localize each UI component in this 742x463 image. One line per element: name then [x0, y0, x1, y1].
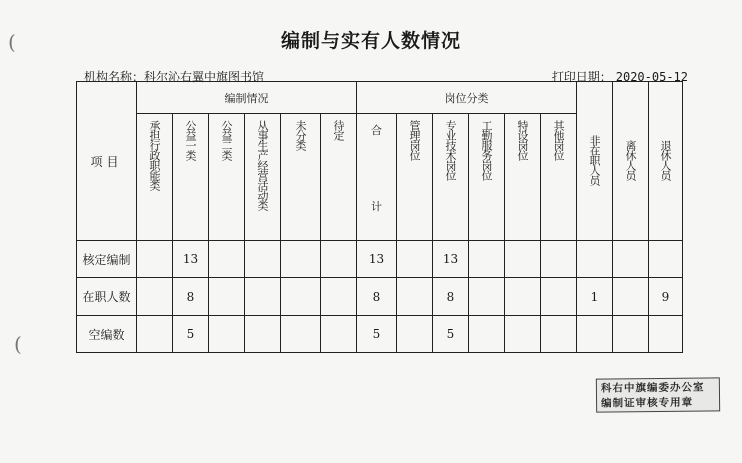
- header-positions-group: 岗位分类: [357, 82, 577, 114]
- table-cell: [245, 241, 281, 278]
- table-cell: [245, 278, 281, 316]
- row-label: 在职人数: [77, 278, 137, 316]
- table-cell: [137, 241, 173, 278]
- table-cell: [613, 241, 649, 278]
- table-cell: 13: [173, 241, 209, 278]
- table-cell: [321, 316, 357, 353]
- table-cell: [397, 241, 433, 278]
- table-cell: 13: [433, 241, 469, 278]
- table-cell: [541, 241, 577, 278]
- table-cell: [505, 241, 541, 278]
- table-cell: [321, 278, 357, 316]
- table-cell: 5: [433, 316, 469, 353]
- stamp-line-2: 编制证审核专用章: [601, 396, 694, 410]
- header-label: 从事生产经营活动类: [256, 120, 269, 210]
- header-label: 退休人员: [659, 139, 672, 180]
- table-cell: 5: [357, 316, 397, 353]
- header-label: 特设岗位: [516, 120, 529, 160]
- table-cell: [541, 278, 577, 316]
- table-cell: 8: [433, 278, 469, 316]
- header-management: [397, 114, 433, 241]
- table-row: [77, 241, 683, 278]
- header-unclassified: [281, 114, 321, 241]
- header-public-2: [209, 114, 245, 241]
- header-special: [505, 114, 541, 241]
- row-label: 核定编制: [77, 241, 137, 278]
- staffing-table: [76, 81, 683, 353]
- print-date-label: 打印日期：: [551, 70, 612, 84]
- header-admin-function: [137, 114, 173, 241]
- table-cell: [321, 241, 357, 278]
- header-label: 未分类: [294, 120, 307, 150]
- org-label: 机构名称：: [84, 70, 145, 84]
- table-cell: [469, 241, 505, 278]
- table-cell: [209, 241, 245, 278]
- header-staffing-group: 编制情况: [137, 82, 357, 114]
- table-row: [77, 278, 683, 316]
- header-business: [245, 114, 281, 241]
- table-cell: 1: [577, 278, 613, 316]
- header-other: [541, 114, 577, 241]
- table-cell: [281, 316, 321, 353]
- official-stamp: [596, 377, 720, 412]
- table-cell: [397, 278, 433, 316]
- table-cell: [541, 316, 577, 353]
- header-label: 承担行政职能类: [148, 120, 161, 190]
- table-cell: [505, 316, 541, 353]
- table-cell: [137, 316, 173, 353]
- header-retired-tuixiu: [649, 82, 683, 241]
- scan-mark: (: [8, 30, 16, 54]
- header-label: 工勤服务岗位: [480, 120, 493, 180]
- header-professional: [433, 114, 469, 241]
- header-retired-lixiu: [613, 82, 649, 241]
- table-cell: [613, 316, 649, 353]
- header-label: 公益二类: [220, 120, 233, 160]
- table-cell: 8: [357, 278, 397, 316]
- header-non-active: [577, 82, 613, 241]
- scan-mark: (: [14, 332, 22, 356]
- table-cell: [577, 316, 613, 353]
- header-label: 待定: [332, 120, 345, 140]
- table-cell: [613, 278, 649, 316]
- table-cell: [245, 316, 281, 353]
- header-label: 离休人员: [624, 139, 637, 180]
- org-name: 科尔沁右翼中旗图书馆: [144, 70, 265, 84]
- table-cell: [209, 316, 245, 353]
- header-total: 合 计: [357, 114, 397, 241]
- header-label: 管理岗位: [408, 120, 421, 160]
- row-label: 空编数: [77, 316, 137, 353]
- table-cell: [649, 241, 683, 278]
- page-title: 编制与实有人数情况: [280, 30, 461, 52]
- header-label: 其他岗位: [552, 120, 565, 160]
- table-cell: [209, 278, 245, 316]
- header-service: [469, 114, 505, 241]
- table-cell: [137, 278, 173, 316]
- table-cell: [281, 241, 321, 278]
- print-date-value: 2020-05-12: [615, 70, 688, 84]
- table-cell: [469, 316, 505, 353]
- header-pending: [321, 114, 357, 241]
- stamp-line-1: 科右中旗编委办公室: [600, 381, 705, 395]
- header-item: 项目: [77, 82, 137, 241]
- header-label: 专业技术岗位: [444, 120, 457, 180]
- header-label: 非在职人员: [588, 134, 601, 185]
- table-cell: [469, 278, 505, 316]
- table-cell: [281, 278, 321, 316]
- table-cell: 9: [649, 278, 683, 316]
- table-cell: 13: [357, 241, 397, 278]
- table-row: [77, 316, 683, 353]
- table-cell: 5: [173, 316, 209, 353]
- table-cell: [649, 316, 683, 353]
- table-cell: 8: [173, 278, 209, 316]
- table-cell: [397, 316, 433, 353]
- table-cell: [505, 278, 541, 316]
- table-cell: [577, 241, 613, 278]
- header-public-1: [173, 114, 209, 241]
- header-label: 公益一类: [184, 120, 197, 160]
